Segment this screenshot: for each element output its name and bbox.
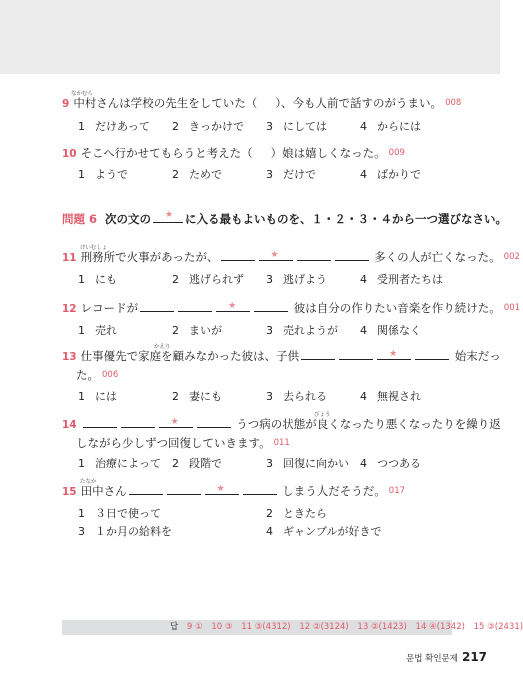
sentence-continuation: しながら少しずつ回復していきます。 [76, 436, 271, 450]
question-number: 12 [62, 303, 77, 315]
ruby-text: けいむしょ [80, 245, 108, 251]
option-1[interactable]: 1 ３日で使って [78, 507, 161, 520]
sentence-start: レコードが [80, 301, 139, 315]
option-3[interactable]: 3 去られる [266, 390, 327, 403]
section-instruction-start: 次の文の [105, 212, 152, 226]
star-blank [153, 213, 183, 223]
ruby-text: かえり [154, 344, 171, 350]
option-4[interactable]: 4 無視され [360, 390, 421, 403]
answer-blank[interactable] [415, 350, 449, 360]
option-4[interactable]: 4 からには [360, 120, 421, 133]
answer-item: 11 ③(4312) [241, 622, 291, 632]
answer-blank[interactable] [140, 302, 174, 312]
answer-blank[interactable] [83, 418, 117, 428]
answer-item: 9 ① [186, 622, 203, 632]
options-15 [78, 505, 382, 539]
ref-code: 009 [388, 148, 405, 158]
top-band [0, 0, 500, 74]
ref-code: 017 [388, 486, 406, 496]
sentence-end: しまう人だそうだ。 [282, 484, 386, 498]
option-1[interactable]: 1 だけあって [78, 120, 150, 133]
option-3[interactable]: 3 売れようが [266, 324, 338, 337]
ref-code: 011 [273, 438, 290, 448]
sentence-start: 仕事優先で家庭を顧みなかった彼は、子供 [80, 349, 300, 363]
option-4[interactable]: 4 つつある [360, 457, 421, 470]
question-text-cont [62, 436, 501, 450]
sentence-end: ）、今も人前で話すのがうまい。 [275, 96, 443, 110]
sentence-start: 中村さんは学校の先生をしていた（ [73, 96, 258, 110]
option-2[interactable]: 2 ときたら [266, 507, 327, 520]
option-3[interactable]: 3 １か月の給料を [78, 525, 172, 538]
option-4[interactable]: 4 受刑者たちは [360, 273, 443, 286]
question-text [62, 250, 520, 265]
question-text [62, 484, 405, 499]
question-number: 9 [62, 98, 70, 110]
option-3[interactable]: 3 にしては [266, 120, 327, 133]
option-2[interactable]: 2 ためで [172, 168, 222, 181]
option-3[interactable]: 3 回復に向かい [266, 457, 349, 470]
question-11 [62, 245, 520, 265]
sentence-start: 刑務所で火事があったが、 [80, 250, 219, 264]
sentence-start: そこへ行かせてもらうと考えた（ [80, 146, 253, 160]
answer-label: 답 [170, 622, 179, 632]
question-text [62, 96, 461, 111]
sentence-end: 彼は自分の作りたい音楽を作り続けた。 [293, 301, 501, 315]
option-2[interactable]: 2 妻にも [172, 390, 222, 403]
answer-blank[interactable] [129, 485, 163, 495]
answer-blank[interactable] [339, 350, 373, 360]
question-number: 13 [62, 351, 77, 363]
question-text [62, 417, 501, 432]
question-15 [62, 479, 406, 499]
answer-blank[interactable] [121, 418, 155, 428]
ref-code: 006 [102, 370, 119, 380]
answer-blank[interactable] [301, 350, 335, 360]
answer-blank[interactable] [243, 485, 277, 495]
option-2[interactable]: 2 段階で [172, 457, 222, 470]
star-blank[interactable] [377, 350, 411, 360]
sentence-continuation: た。 [76, 368, 99, 382]
question-text [62, 301, 520, 316]
ref-code: 001 [503, 303, 521, 313]
answer-blank[interactable] [197, 418, 231, 428]
option-4[interactable]: 4 ばかりで [360, 168, 421, 181]
answer-blank[interactable] [335, 251, 369, 261]
option-1[interactable]: 1 売れ [78, 324, 117, 337]
question-number: 11 [62, 252, 77, 264]
answer-item: 10 ③ [211, 622, 233, 632]
answer-item: 15 ③(2431) [473, 622, 523, 632]
star-blank[interactable] [205, 485, 239, 495]
option-2[interactable]: 2 まいが [172, 324, 222, 337]
page-number: 217 [461, 650, 488, 664]
sentence-end: ）娘は嬉しくなった。 [270, 146, 386, 160]
section-instruction-end: に入る最もよいものを、１・２・３・４から一つ選びなさい。 [185, 212, 508, 226]
star-blank[interactable] [159, 418, 193, 428]
section-header [62, 211, 507, 227]
ruby-text: なかむら [71, 91, 94, 97]
option-3[interactable]: 3 逃げよう [266, 273, 327, 286]
question-text-cont [62, 368, 501, 382]
question-13 [62, 344, 501, 382]
option-3[interactable]: 3 だけで [266, 168, 316, 181]
option-4[interactable]: 4 ギャンブルが好きで [266, 525, 382, 538]
question-text [62, 146, 405, 161]
option-4[interactable]: 4 関係なく [360, 324, 421, 337]
option-1[interactable]: 1 には [78, 390, 117, 403]
sentence-end: 始末だっ [454, 349, 501, 363]
answer-key-bar [62, 620, 523, 635]
question-number: 14 [62, 419, 77, 431]
page-footer [406, 650, 487, 664]
section-label: 問題 6 [62, 212, 98, 226]
answer-item: 14 ④(1342) [415, 622, 465, 632]
answer-blank[interactable] [167, 485, 201, 495]
answer-blank[interactable] [297, 251, 331, 261]
question-number: 15 [62, 486, 77, 498]
ruby-text: びょう [314, 412, 331, 418]
sentence-end: うつ病の状態が良くなったり悪くなったりを繰り返 [236, 417, 501, 431]
question-number: 10 [62, 148, 77, 160]
footer-label: 문법 확인문제 [406, 654, 458, 664]
option-2[interactable]: 2 逃げられず [172, 273, 244, 286]
option-2[interactable]: 2 きっかけで [172, 120, 244, 133]
answer-item: 13 ②(1423) [357, 622, 407, 632]
ref-code: 008 [445, 98, 462, 108]
answer-blank[interactable] [178, 302, 212, 312]
option-1[interactable]: 1 にも [78, 273, 117, 286]
sentence-start: 田中さん [80, 484, 127, 498]
question-10 [62, 146, 405, 161]
option-1[interactable]: 1 治療によって [78, 457, 161, 470]
ref-code: 002 [503, 252, 520, 262]
sentence-end: 多くの人が亡くなった。 [374, 250, 501, 264]
answer-item: 12 ②(3124) [299, 622, 349, 632]
question-text [62, 349, 501, 364]
ruby-text: たなか [80, 479, 97, 485]
question-9 [62, 91, 462, 111]
question-12 [62, 301, 520, 316]
question-14 [62, 412, 501, 450]
answer-blank[interactable] [254, 302, 288, 312]
star-blank[interactable] [259, 251, 293, 261]
star-blank[interactable] [216, 302, 250, 312]
answer-blank[interactable] [221, 251, 255, 261]
option-1[interactable]: 1 ようで [78, 168, 128, 181]
